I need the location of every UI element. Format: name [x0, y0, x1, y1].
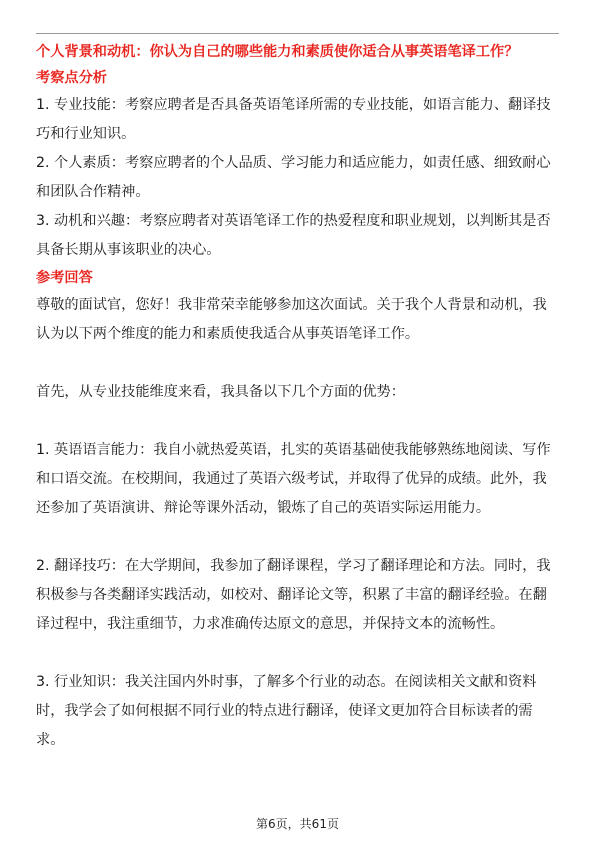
- page-content: [36, 39, 559, 755]
- answer-paragraph-language: 1. 英语语言能力：我自小就热爱英语，扎实的英语基础使我能够熟练地阅读、写作和口语交流。在校期间，我通过了英语六级考试，并取得了优异的成绩。此外，我还参加了英语演讲、辩论等课外活动，锻炼了自己的英语实际运用能力。: [36, 442, 551, 516]
- page-number: 第6页，共61页: [256, 817, 339, 831]
- header-divider: [36, 33, 559, 34]
- analysis-item-motivation: 3. 动机和兴趣：考察应聘者对英语笔译工作的热爱程度和职业规划，以判断其是否具备长期从事该职业的决心。: [36, 213, 551, 258]
- analysis-heading: 考察点分析: [36, 70, 107, 86]
- analysis-item-qualities: 2. 个人素质：考察应聘者的个人品质、学习能力和适应能力，如责任感、细致耐心和团队合作精神。: [36, 155, 551, 200]
- answer-paragraph-first: 首先，从专业技能维度来看，我具备以下几个方面的优势：: [36, 384, 405, 400]
- answer-paragraph-intro: 尊敬的面试官，您好！我非常荣幸能够参加这次面试。关于我个人背景和动机，我认为以下两个维度的能力和素质使我适合从事英语笔译工作。: [36, 297, 547, 342]
- answer-paragraph-industry: 3. 行业知识：我关注国内外时事，了解多个行业的动态。在阅读相关文献和资料时，我学会了如何根据不同行业的特点进行翻译，使译文更加符合目标读者的需求。: [36, 674, 537, 748]
- answer-heading: 参考回答: [36, 270, 93, 286]
- analysis-item-skills: 1. 专业技能：考察应聘者是否具备英语笔译所需的专业技能，如语言能力、翻译技巧和行业知识。: [36, 97, 551, 142]
- question-title: 个人背景和动机：你认为自己的哪些能力和素质使你适合从事英语笔译工作？: [36, 44, 519, 60]
- answer-paragraph-translation: 2. 翻译技巧：在大学期间，我参加了翻译课程，学习了翻译理论和方法。同时，我积极参与各类翻译实践活动，如校对、翻译论文等，积累了丰富的翻译经验。在翻译过程中，我注重细节，力求准确传达原文的意思，并保持文本的流畅性。: [36, 558, 551, 632]
